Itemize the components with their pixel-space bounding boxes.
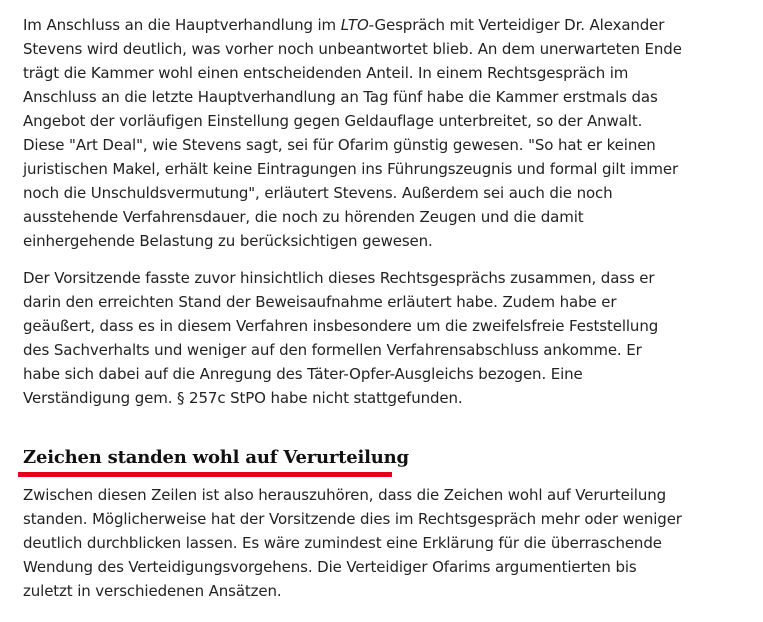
section-heading-block: [23, 446, 409, 477]
paragraph-1-text-start: Im Anschluss an die Hauptverhandlung im: [23, 16, 341, 34]
article-body: [23, 13, 683, 603]
article-paragraph-1: [23, 13, 683, 253]
heading-underline: [18, 472, 392, 477]
lto-italic-text: LTO: [340, 16, 369, 34]
article-paragraph-3: Zwischen diesen Zeilen ist also herauszuhören, dass die Zeichen wohl auf Verurteilung standen. Möglicherweise hat der Vorsitzende dies im Rechtsgespräch mehr oder weniger deutlich durchblicken lassen. Es wäre zumindest eine Erklärung für die überraschende Wendung des Verteidigungsvorgehens. Die Verteidiger Ofarims argumentierten bis zuletzt in verschiedenen Ansätzen.: [23, 486, 682, 600]
section-heading: Zeichen standen wohl auf Verurteilung: [23, 447, 409, 468]
paragraph-1-text-rest: -Gespräch mit Verteidiger Dr. Alexander Stevens wird deutlich, was vorher noch unbeantwortet blieb. An dem unerwarteten Ende trägt die Kammer wohl einen entscheidenden Anteil. In einem Rechtsgespräch im Anschluss an die letzte Hauptverhandlung an Tag fünf habe die Kammer erstmals das Angebot der vorläufigen Einstellung gegen Geldauflage unterbreitet, so der Anwalt. Diese "Art Deal", wie Stevens sagt, sei für Ofarim günstig gewesen. "So hat er keinen juristischen Makel, erhält keine Eintragungen ins Führungszeugnis und formal gilt immer noch die Unschuldsvermutung", erläutert Stevens. Außerdem sei auch die noch ausstehende Verfahrensdauer, die noch zu hörenden Zeugen und die damit einhergehende Belastung zu berücksichtigen gewesen.: [23, 16, 682, 250]
article-paragraph-2: Der Vorsitzende fasste zuvor hinsichtlich dieses Rechtsgesprächs zusammen, dass er darin den erreichten Stand der Beweisaufnahme erläutert habe. Zudem habe er geäußert, dass es in diesem Verfahren insbesondere um die zweifelsfreie Feststellung des Sachverhalts und weniger auf den formellen Verfahrensabschluss ankomme. Er habe sich dabei auf die Anregung des Täter-Opfer-Ausgleichs bezogen. Eine Verständigung gem. § 257c StPO habe nicht stattgefunden.: [23, 269, 659, 407]
